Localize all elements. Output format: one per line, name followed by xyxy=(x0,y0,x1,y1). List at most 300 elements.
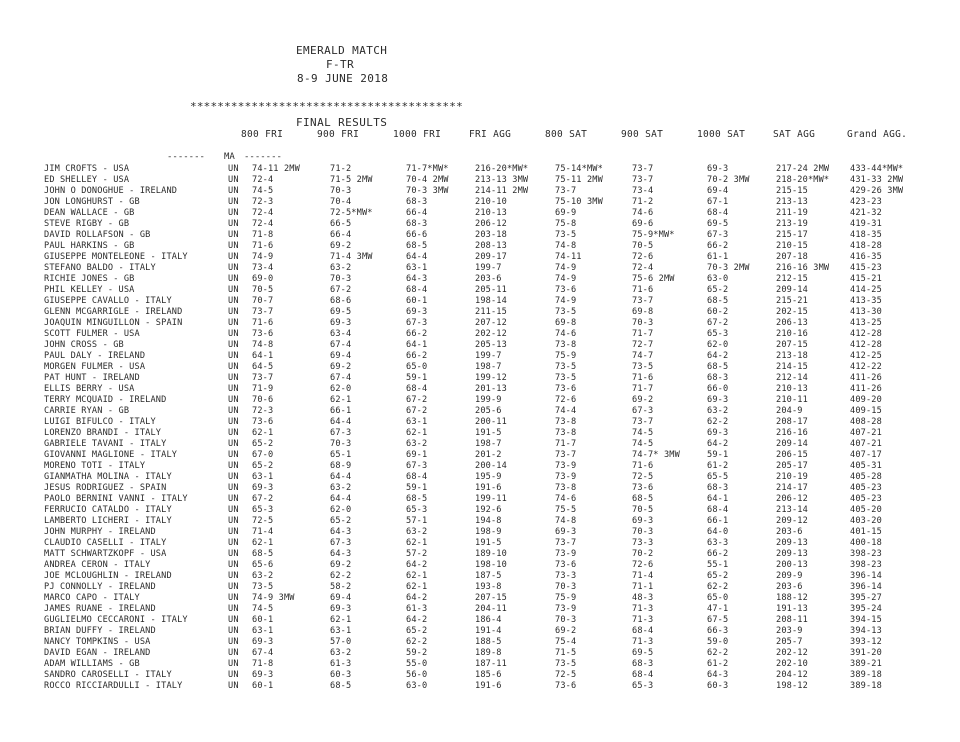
score-1000-sat: 68-3 xyxy=(707,483,729,493)
sat-agg-cell: 210-13 xyxy=(776,384,808,394)
grand-agg-cell: 419-31 xyxy=(850,219,882,229)
score-900-sat: 74-7* 3MW xyxy=(632,450,680,460)
sat-agg-cell: 208-11 xyxy=(776,615,808,625)
class-cell: UN xyxy=(228,571,239,581)
shooter-name: JOHN O DONOGHUE - IRELAND xyxy=(44,186,178,196)
score-800-sat: 72-6 xyxy=(555,395,577,405)
score-900-sat: 74-7 xyxy=(632,351,654,361)
class-cell: UN xyxy=(228,494,239,504)
table-row xyxy=(0,417,960,428)
sat-agg-cell: 210-19 xyxy=(776,472,808,482)
score-1000-fri: 66-6 xyxy=(406,230,428,240)
grand-agg-cell: 393-12 xyxy=(850,637,882,647)
sat-agg-cell: 202-10 xyxy=(776,659,808,669)
grand-agg-cell: 413-30 xyxy=(850,307,882,317)
fri-agg-cell: 191-6 xyxy=(475,681,502,691)
score-800-fri: 65-6 xyxy=(252,560,274,570)
score-900-fri: 67-4 xyxy=(330,373,352,383)
score-800-fri: 63-1 xyxy=(252,472,274,482)
score-1000-sat: 62-2 xyxy=(707,417,729,427)
score-1000-fri: 65-0 xyxy=(406,362,428,372)
sat-agg-cell: 209-14 xyxy=(776,439,808,449)
score-900-fri: 63-2 xyxy=(330,263,352,273)
score-1000-sat: 70-3 2MW xyxy=(707,263,750,273)
grand-agg-cell: 415-23 xyxy=(850,263,882,273)
table-row xyxy=(0,241,960,252)
score-1000-sat: 62-2 xyxy=(707,648,729,658)
shooter-name: GIANMATHA MOLINA - ITALY xyxy=(44,472,172,482)
shooter-name: JIM CROFTS - USA xyxy=(44,164,130,174)
class-cell: UN xyxy=(228,351,239,361)
score-900-sat: 68-3 xyxy=(632,659,654,669)
score-900-sat: 70-3 xyxy=(632,318,654,328)
score-800-sat: 73-5 xyxy=(555,307,577,317)
score-1000-sat: 65-2 xyxy=(707,285,729,295)
table-row xyxy=(0,615,960,626)
shooter-name: JOE MCLOUGHLIN - IRELAND xyxy=(44,571,172,581)
score-900-sat: 68-4 xyxy=(632,670,654,680)
shooter-name: ADAM WILLIAMS - GB xyxy=(44,659,140,669)
score-1000-fri: 68-5 xyxy=(406,241,428,251)
fri-agg-cell: 202-12 xyxy=(475,329,507,339)
score-800-fri: 74-8 xyxy=(252,340,274,350)
score-900-sat: 69-6 xyxy=(632,219,654,229)
score-1000-sat: 59-1 xyxy=(707,450,729,460)
fri-agg-cell: 207-15 xyxy=(475,593,507,603)
class-cell: UN xyxy=(228,670,239,680)
grand-agg-cell: 413-25 xyxy=(850,318,882,328)
score-800-sat: 75-10 3MW xyxy=(555,197,603,207)
class-cell: UN xyxy=(228,439,239,449)
sat-agg-cell: 213-14 xyxy=(776,505,808,515)
score-1000-fri: 66-4 xyxy=(406,208,428,218)
score-1000-fri: 69-3 xyxy=(406,307,428,317)
score-800-sat: 73-5 xyxy=(555,362,577,372)
col-1000-sat: 1000 SAT xyxy=(697,129,746,140)
shooter-name: GIUSEPPE MONTELEONE - ITALY xyxy=(44,252,188,262)
score-900-fri: 64-4 xyxy=(330,494,352,504)
shooter-name: DAVID EGAN - IRELAND xyxy=(44,648,151,658)
sat-agg-cell: 203-9 xyxy=(776,626,803,636)
score-1000-sat: 64-0 xyxy=(707,527,729,537)
fri-agg-cell: 199-12 xyxy=(475,373,507,383)
fri-agg-cell: 199-11 xyxy=(475,494,507,504)
score-1000-fri: 63-2 xyxy=(406,527,428,537)
score-900-sat: 72-7 xyxy=(632,340,654,350)
sat-agg-cell: 198-12 xyxy=(776,681,808,691)
table-row xyxy=(0,164,960,175)
score-800-sat: 69-9 xyxy=(555,208,577,218)
score-900-sat: 74-6 xyxy=(632,208,654,218)
class-cell: UN xyxy=(228,362,239,372)
score-900-sat: 70-2 xyxy=(632,549,654,559)
sat-agg-cell: 210-16 xyxy=(776,329,808,339)
score-800-sat: 75-9 xyxy=(555,351,577,361)
score-900-sat: 65-3 xyxy=(632,681,654,691)
score-800-fri: 70-6 xyxy=(252,395,274,405)
grand-agg-cell: 407-21 xyxy=(850,428,882,438)
sat-agg-cell: 214-17 xyxy=(776,483,808,493)
score-900-fri: 71-4 3MW xyxy=(330,252,373,262)
score-1000-fri: 66-2 xyxy=(406,351,428,361)
score-1000-sat: 55-1 xyxy=(707,560,729,570)
score-900-sat: 69-5 xyxy=(632,648,654,658)
sat-agg-cell: 218-20*MW* xyxy=(776,175,830,185)
score-900-fri: 64-3 xyxy=(330,549,352,559)
shooter-name: ED SHELLEY - USA xyxy=(44,175,130,185)
score-1000-fri: 59-1 xyxy=(406,483,428,493)
score-1000-fri: 62-2 xyxy=(406,637,428,647)
grand-agg-cell: 421-32 xyxy=(850,208,882,218)
sat-agg-cell: 188-12 xyxy=(776,593,808,603)
score-1000-fri: 63-2 xyxy=(406,439,428,449)
table-row xyxy=(0,318,960,329)
score-900-fri: 69-3 xyxy=(330,604,352,614)
table-row xyxy=(0,571,960,582)
score-800-fri: 62-1 xyxy=(252,538,274,548)
shooter-name: NANCY TOMPKINS - USA xyxy=(44,637,151,647)
score-900-sat: 72-5 xyxy=(632,472,654,482)
score-900-sat: 68-4 xyxy=(632,626,654,636)
col-900-sat: 900 SAT xyxy=(621,129,664,140)
score-800-sat: 72-5 xyxy=(555,670,577,680)
score-800-fri: 64-5 xyxy=(252,362,274,372)
score-800-sat: 73-8 xyxy=(555,417,577,427)
table-row xyxy=(0,450,960,461)
class-cell: UN xyxy=(228,560,239,570)
grand-agg-cell: 431-33 2MW xyxy=(850,175,904,185)
score-900-sat: 48-3 xyxy=(632,593,654,603)
class-cell: UN xyxy=(228,285,239,295)
score-1000-sat: 63-0 xyxy=(707,274,729,284)
score-900-fri: 62-1 xyxy=(330,395,352,405)
score-900-sat: 67-3 xyxy=(632,406,654,416)
grand-agg-cell: 412-25 xyxy=(850,351,882,361)
class-cell: UN xyxy=(228,274,239,284)
sat-agg-cell: 215-17 xyxy=(776,230,808,240)
grand-agg-cell: 411-26 xyxy=(850,384,882,394)
class-cell: UN xyxy=(228,681,239,691)
section-title: FINAL RESULTS xyxy=(296,116,388,129)
score-800-sat: 73-6 xyxy=(555,681,577,691)
shooter-name: STEFANO BALDO - ITALY xyxy=(44,263,156,273)
grand-agg-cell: 398-23 xyxy=(850,560,882,570)
grand-agg-cell: 395-27 xyxy=(850,593,882,603)
table-row xyxy=(0,461,960,472)
score-800-fri: 69-0 xyxy=(252,274,274,284)
table-row xyxy=(0,329,960,340)
score-900-sat: 71-1 xyxy=(632,582,654,592)
score-900-fri: 70-4 xyxy=(330,197,352,207)
grand-agg-cell: 389-21 xyxy=(850,659,882,669)
score-1000-sat: 67-5 xyxy=(707,615,729,625)
class-cell: UN xyxy=(228,582,239,592)
score-900-sat: 71-4 xyxy=(632,571,654,581)
class-cell: UN xyxy=(228,329,239,339)
score-900-fri: 67-3 xyxy=(330,428,352,438)
score-1000-sat: 69-3 xyxy=(707,164,729,174)
score-900-sat: 74-5 xyxy=(632,439,654,449)
fri-agg-cell: 188-5 xyxy=(475,637,502,647)
score-800-fri: 71-8 xyxy=(252,230,274,240)
score-900-fri: 69-3 xyxy=(330,318,352,328)
score-800-sat: 73-7 xyxy=(555,450,577,460)
score-800-sat: 69-3 xyxy=(555,527,577,537)
score-1000-sat: 68-3 xyxy=(707,373,729,383)
class-cell: UN xyxy=(228,186,239,196)
grand-agg-cell: 415-21 xyxy=(850,274,882,284)
score-1000-sat: 59-0 xyxy=(707,637,729,647)
score-900-sat: 69-3 xyxy=(632,516,654,526)
score-800-fri: 71-4 xyxy=(252,527,274,537)
table-row xyxy=(0,527,960,538)
class-cell: UN xyxy=(228,615,239,625)
fri-agg-cell: 195-9 xyxy=(475,472,502,482)
score-1000-sat: 67-2 xyxy=(707,318,729,328)
dash-right: ------- xyxy=(244,152,282,162)
shooter-name: GIOVANNI MAGLIONE - ITALY xyxy=(44,450,178,460)
col-800-fri: 800 FRI xyxy=(241,129,284,140)
fri-agg-cell: 189-8 xyxy=(475,648,502,658)
grand-agg-cell: 394-15 xyxy=(850,615,882,625)
table-row xyxy=(0,274,960,285)
score-1000-fri: 61-3 xyxy=(406,604,428,614)
score-900-fri: 63-1 xyxy=(330,626,352,636)
score-1000-fri: 60-1 xyxy=(406,296,428,306)
class-cell: UN xyxy=(228,296,239,306)
table-row xyxy=(0,230,960,241)
score-800-fri: 73-6 xyxy=(252,329,274,339)
score-800-fri: 72-4 xyxy=(252,175,274,185)
score-1000-sat: 62-0 xyxy=(707,340,729,350)
fri-agg-cell: 193-8 xyxy=(475,582,502,592)
divider-stars: **************************************** xyxy=(190,100,463,113)
table-row xyxy=(0,197,960,208)
score-900-fri: 58-2 xyxy=(330,582,352,592)
score-900-fri: 69-5 xyxy=(330,307,352,317)
grand-agg-cell: 414-25 xyxy=(850,285,882,295)
score-800-sat: 73-3 xyxy=(555,571,577,581)
table-row xyxy=(0,549,960,560)
score-800-fri: 72-3 xyxy=(252,406,274,416)
score-900-sat: 74-5 xyxy=(632,428,654,438)
shooter-name: BRIAN DUFFY - IRELAND xyxy=(44,626,156,636)
score-1000-fri: 59-2 xyxy=(406,648,428,658)
score-800-fri: 72-3 xyxy=(252,197,274,207)
grand-agg-cell: 409-15 xyxy=(850,406,882,416)
fri-agg-cell: 214-11 2MW xyxy=(475,186,529,196)
grand-agg-cell: 418-35 xyxy=(850,230,882,240)
score-800-fri: 68-5 xyxy=(252,549,274,559)
score-1000-sat: 66-3 xyxy=(707,626,729,636)
score-800-sat: 75-9 xyxy=(555,593,577,603)
shooter-name: LORENZO BRANDI - ITALY xyxy=(44,428,162,438)
fri-agg-cell: 207-12 xyxy=(475,318,507,328)
grand-agg-cell: 405-31 xyxy=(850,461,882,471)
sat-agg-cell: 210-11 xyxy=(776,395,808,405)
score-800-fri: 73-4 xyxy=(252,263,274,273)
table-row xyxy=(0,494,960,505)
score-1000-fri: 67-3 xyxy=(406,318,428,328)
score-1000-fri: 66-2 xyxy=(406,329,428,339)
shooter-name: FERRUCIO CATALDO - ITALY xyxy=(44,505,172,515)
score-800-sat: 70-3 xyxy=(555,615,577,625)
class-cell: UN xyxy=(228,593,239,603)
score-900-fri: 69-2 xyxy=(330,560,352,570)
table-row xyxy=(0,219,960,230)
sat-agg-cell: 206-12 xyxy=(776,494,808,504)
score-1000-sat: 65-3 xyxy=(707,329,729,339)
table-row xyxy=(0,384,960,395)
score-800-sat: 74-6 xyxy=(555,329,577,339)
score-900-fri: 62-2 xyxy=(330,571,352,581)
grand-agg-cell: 401-15 xyxy=(850,527,882,537)
fri-agg-cell: 189-10 xyxy=(475,549,507,559)
score-900-sat: 68-5 xyxy=(632,494,654,504)
score-900-fri: 70-3 xyxy=(330,274,352,284)
score-1000-fri: 57-2 xyxy=(406,549,428,559)
fri-agg-cell: 185-6 xyxy=(475,670,502,680)
shooter-name: MARCO CAPO - ITALY xyxy=(44,593,140,603)
grand-agg-cell: 412-28 xyxy=(850,329,882,339)
score-800-sat: 69-8 xyxy=(555,318,577,328)
class-cell: UN xyxy=(228,505,239,515)
class-cell: UN xyxy=(228,648,239,658)
sat-agg-cell: 213-19 xyxy=(776,219,808,229)
grand-agg-cell: 407-21 xyxy=(850,439,882,449)
score-900-sat: 69-2 xyxy=(632,395,654,405)
fri-agg-cell: 201-13 xyxy=(475,384,507,394)
score-1000-sat: 62-2 xyxy=(707,582,729,592)
table-row xyxy=(0,362,960,373)
fri-agg-cell: 191-5 xyxy=(475,538,502,548)
score-1000-sat: 66-2 xyxy=(707,549,729,559)
table-row xyxy=(0,296,960,307)
col-1000-fri: 1000 FRI xyxy=(393,129,442,140)
table-row xyxy=(0,670,960,681)
grand-agg-cell: 418-28 xyxy=(850,241,882,251)
score-1000-sat: 64-2 xyxy=(707,439,729,449)
fri-agg-cell: 191-4 xyxy=(475,626,502,636)
grand-agg-cell: 411-26 xyxy=(850,373,882,383)
table-row xyxy=(0,626,960,637)
score-900-fri: 69-4 xyxy=(330,351,352,361)
score-800-fri: 74-11 2MW xyxy=(252,164,300,174)
shooter-name: ANDREA CERON - ITALY xyxy=(44,560,151,570)
score-900-fri: 57-0 xyxy=(330,637,352,647)
shooter-name: JOAQUIN MINGUILLON - SPAIN xyxy=(44,318,183,328)
shooter-name: STEVE RIGBY - GB xyxy=(44,219,130,229)
score-900-fri: 64-4 xyxy=(330,472,352,482)
score-800-fri: 64-1 xyxy=(252,351,274,361)
dash-left: ------- xyxy=(167,152,205,162)
score-800-sat: 74-9 xyxy=(555,263,577,273)
table-row xyxy=(0,395,960,406)
shooter-name: JAMES RUANE - IRELAND xyxy=(44,604,156,614)
score-800-sat: 73-5 xyxy=(555,373,577,383)
score-1000-fri: 68-3 xyxy=(406,197,428,207)
grand-agg-cell: 413-35 xyxy=(850,296,882,306)
score-900-sat: 73-3 xyxy=(632,538,654,548)
sat-agg-cell: 203-6 xyxy=(776,527,803,537)
sat-agg-cell: 209-13 xyxy=(776,538,808,548)
score-800-sat: 74-11 xyxy=(555,252,582,262)
fri-agg-cell: 198-7 xyxy=(475,439,502,449)
score-900-fri: 63-2 xyxy=(330,648,352,658)
score-800-fri: 67-0 xyxy=(252,450,274,460)
table-row xyxy=(0,538,960,549)
score-800-fri: 65-2 xyxy=(252,439,274,449)
score-800-sat: 73-5 xyxy=(555,659,577,669)
table-row xyxy=(0,681,960,692)
table-row xyxy=(0,340,960,351)
fri-agg-cell: 194-8 xyxy=(475,516,502,526)
fri-agg-cell: 200-14 xyxy=(475,461,507,471)
score-1000-fri: 64-2 xyxy=(406,593,428,603)
class-cell: UN xyxy=(228,626,239,636)
score-1000-sat: 68-4 xyxy=(707,505,729,515)
score-900-sat: 73-7 xyxy=(632,296,654,306)
fri-agg-cell: 210-13 xyxy=(475,208,507,218)
score-1000-fri: 68-3 xyxy=(406,219,428,229)
score-900-sat: 70-3 xyxy=(632,527,654,537)
score-800-fri: 65-2 xyxy=(252,461,274,471)
col-800-sat: 800 SAT xyxy=(545,129,588,140)
match-title: EMERALD MATCH xyxy=(296,44,388,57)
score-800-fri: 70-7 xyxy=(252,296,274,306)
score-800-sat: 71-7 xyxy=(555,439,577,449)
fri-agg-cell: 205-6 xyxy=(475,406,502,416)
score-800-sat: 73-9 xyxy=(555,604,577,614)
score-1000-fri: 64-4 xyxy=(406,252,428,262)
sat-agg-cell: 212-15 xyxy=(776,274,808,284)
score-900-sat: 73-6 xyxy=(632,483,654,493)
grand-agg-cell: 389-18 xyxy=(850,670,882,680)
class-cell: UN xyxy=(228,417,239,427)
table-row xyxy=(0,582,960,593)
score-900-fri: 64-4 xyxy=(330,417,352,427)
sat-agg-cell: 214-15 xyxy=(776,362,808,372)
class-cell: UN xyxy=(228,318,239,328)
grand-agg-cell: 398-23 xyxy=(850,549,882,559)
score-800-fri: 67-4 xyxy=(252,648,274,658)
class-cell: UN xyxy=(228,659,239,669)
score-800-fri: 71-6 xyxy=(252,241,274,251)
score-900-sat: 71-3 xyxy=(632,604,654,614)
score-900-fri: 69-2 xyxy=(330,362,352,372)
score-1000-sat: 70-2 3MW xyxy=(707,175,750,185)
score-900-fri: 64-3 xyxy=(330,527,352,537)
sat-agg-cell: 191-13 xyxy=(776,604,808,614)
shooter-name: MATT SCHWARTZKOPF - USA xyxy=(44,549,167,559)
grand-agg-cell: 412-22 xyxy=(850,362,882,372)
score-1000-fri: 63-0 xyxy=(406,681,428,691)
sat-agg-cell: 216-16 3MW xyxy=(776,263,830,273)
class-cell: UN xyxy=(228,230,239,240)
fri-agg-cell: 205-13 xyxy=(475,340,507,350)
sat-agg-cell: 206-13 xyxy=(776,318,808,328)
shooter-name: SCOTT FULMER - USA xyxy=(44,329,140,339)
score-800-fri: 69-3 xyxy=(252,637,274,647)
sat-agg-cell: 213-18 xyxy=(776,351,808,361)
table-row xyxy=(0,428,960,439)
score-900-sat: 71-3 xyxy=(632,637,654,647)
shooter-name: DEAN WALLACE - GB xyxy=(44,208,135,218)
fri-agg-cell: 213-13 3MW xyxy=(475,175,529,185)
score-900-fri: 65-2 xyxy=(330,516,352,526)
score-800-sat: 73-9 xyxy=(555,461,577,471)
score-800-sat: 73-6 xyxy=(555,285,577,295)
